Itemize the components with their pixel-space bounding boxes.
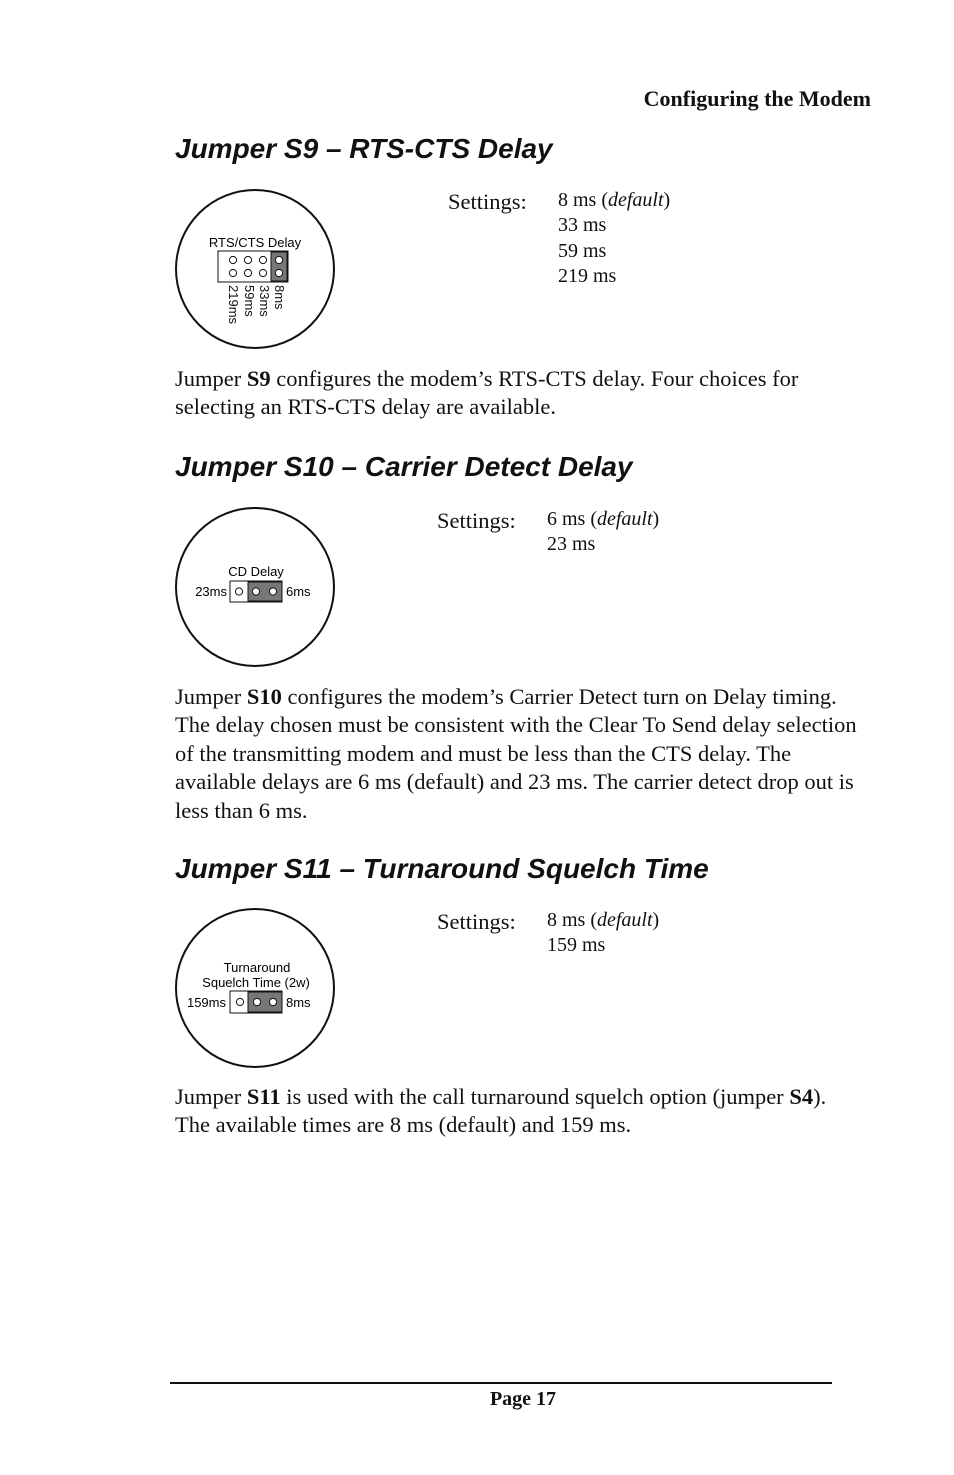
setting-label-8ms: 8ms — [272, 285, 287, 310]
setting-item-default: 8 ms (default) — [547, 909, 660, 931]
setting-label-23ms: 23ms — [195, 584, 227, 599]
section-paragraph-s10: Jumper S10 configures the modem’s Carrier Detect turn on Delay timing. The delay chosen must be consistent with the Clear To Send delay selection of the transmitting modem and must be less than the CTS delay. The available delays are 6 ms (default) and 23 ms. The carrier detect drop out is less than 6 ms. — [175, 684, 857, 823]
section-heading-s10: Jumper S10 – Carrier Detect Delay — [175, 451, 633, 482]
setting-label-219ms: 219ms — [226, 285, 241, 325]
setting-item: 159 ms — [547, 934, 606, 957]
settings-list-s11 — [547, 908, 659, 959]
footer-rule — [170, 1382, 832, 1384]
diagram-title-line2: Squelch Time (2w) — [202, 975, 310, 990]
jumper-pins — [235, 588, 276, 595]
settings-list-s9 — [558, 188, 670, 289]
diagram-title: CD Delay — [228, 564, 284, 579]
setting-label-59ms: 59ms — [242, 285, 257, 317]
setting-item: 59 ms — [558, 239, 607, 262]
diagram-title-line1: Turnaround — [223, 960, 291, 975]
jumper-s10-diagram — [172, 506, 338, 668]
page-number: Page 17 — [489, 1388, 557, 1410]
diagram-title: RTS/CTS Delay — [208, 235, 302, 250]
setting-item-default: 6 ms (default) — [547, 508, 660, 530]
setting-label-33ms: 33ms — [257, 285, 272, 317]
jumper-s11-diagram — [172, 907, 338, 1069]
setting-item: 23 ms — [547, 533, 596, 556]
jumper-pins — [236, 998, 276, 1005]
settings-list-s10 — [547, 507, 659, 558]
settings-label-s10: Settings: — [437, 508, 516, 533]
settings-label-s9: Settings: — [448, 189, 527, 214]
setting-label-159ms: 159ms — [186, 995, 226, 1010]
running-header: Configuring the Modem — [643, 86, 871, 111]
setting-item-default: 8 ms (default) — [558, 189, 671, 211]
setting-item: 219 ms — [558, 264, 617, 287]
setting-item: 33 ms — [558, 214, 607, 237]
jumper-s9-diagram — [172, 188, 338, 350]
setting-label-8ms: 8ms — [286, 995, 311, 1010]
section-heading-s9: Jumper S9 – RTS-CTS Delay — [175, 133, 553, 164]
section-heading-s11: Jumper S11 – Turnaround Squelch Time — [175, 853, 709, 884]
settings-label-s11: Settings: — [437, 909, 516, 934]
section-paragraph-s11: Jumper S11 is used with the call turnaround squelch option (jumper S4). The available times are 8 ms (default) and 159 ms. — [175, 1084, 827, 1138]
section-paragraph-s9: Jumper S9 configures the modem’s RTS-CTS delay. Four choices for selecting an RTS-CTS delay are available. — [175, 366, 799, 420]
setting-label-6ms: 6ms — [286, 584, 311, 599]
